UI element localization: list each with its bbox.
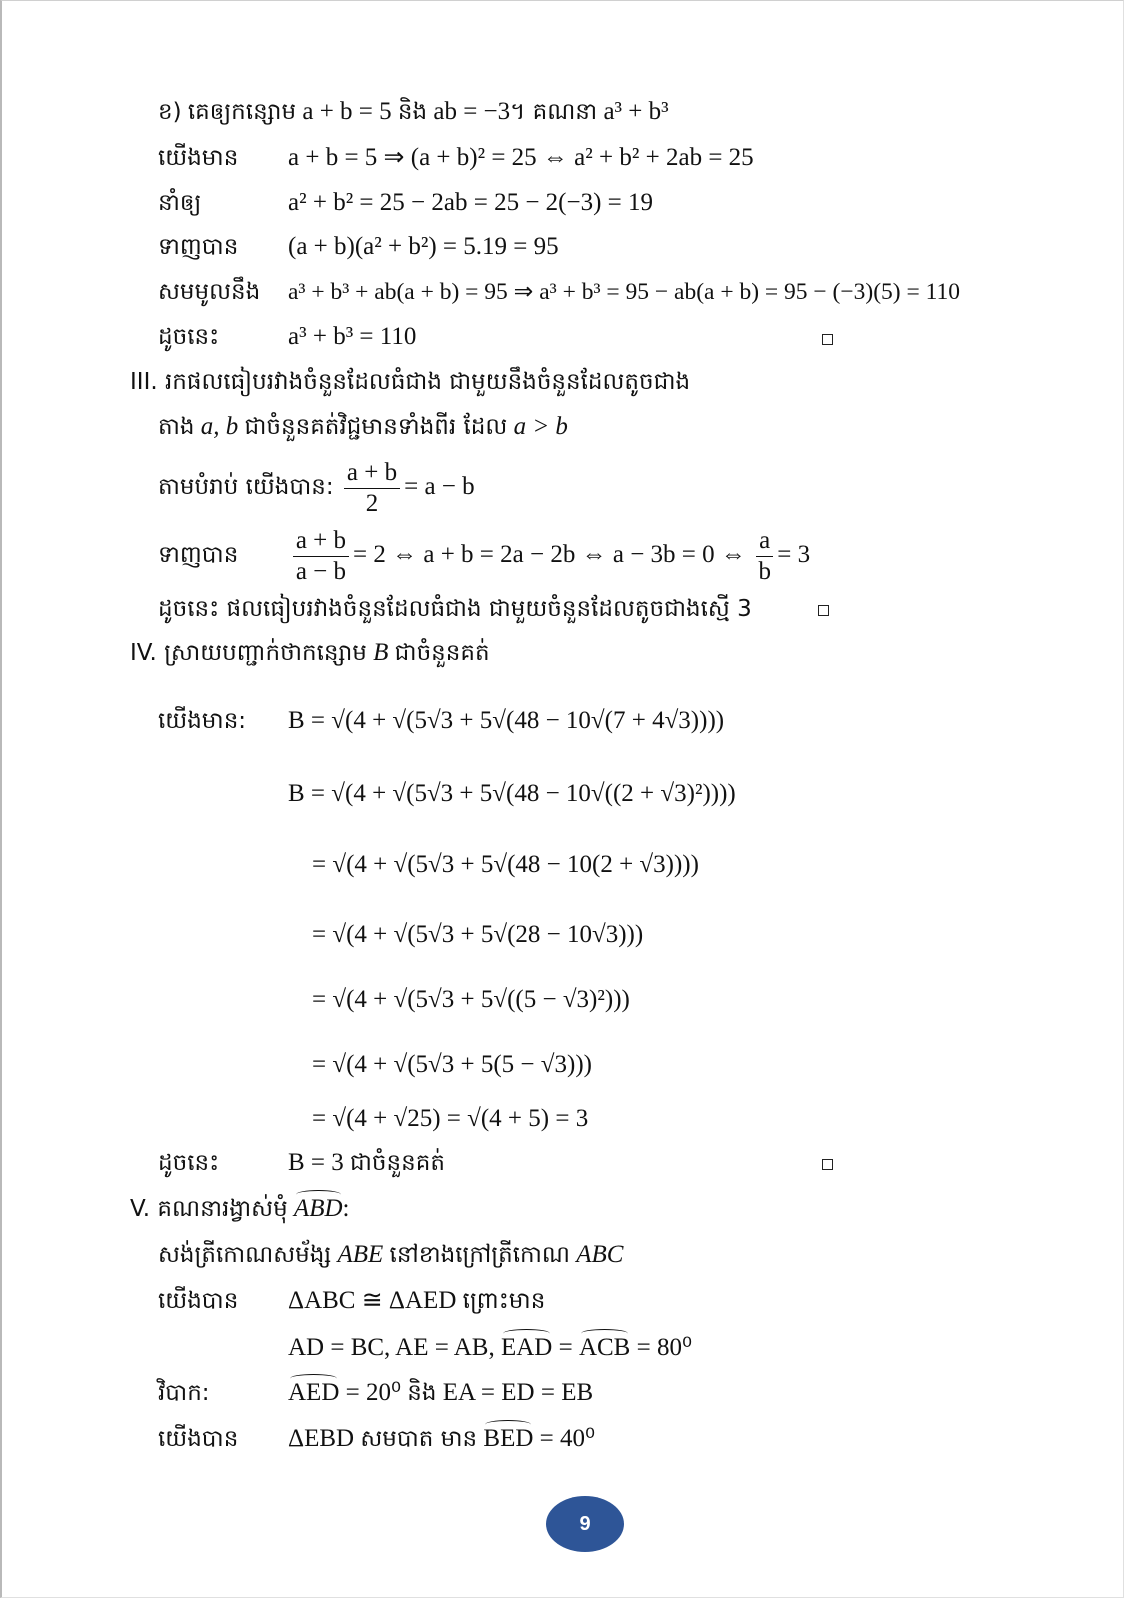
row-label: យើងមាន	[158, 145, 239, 171]
row-label: ដូចនេះ	[158, 324, 220, 350]
angle-arc: BED	[483, 1425, 534, 1452]
angle-arc: AED	[288, 1379, 340, 1406]
section-v-line1: សង់ត្រីកោណសម័ង្ស ABE នៅខាងក្រៅត្រីកោណ ABC	[158, 1241, 624, 1268]
fraction: $\frac{a}{b}$	[756, 526, 773, 587]
radical-step: = √(4 + √(5√3 + 5√((5 − √3)²)))	[312, 986, 630, 1013]
row-expr: (a + b)(a² + b²) = 5.19 = 95	[288, 233, 559, 260]
part-b-label: ខ)	[158, 99, 182, 125]
section-iii-line2: តាមបំរាប់ យើងបាន: $\frac{a + b}{2}$ = a − b	[158, 458, 475, 517]
section-iv-conclusion: B = 3 ជាចំនួនគត់	[288, 1149, 445, 1176]
section-iv-label: យើងមាន:	[158, 708, 247, 734]
section-iii-line1: តាង a, b ជាចំនួនគត់វិជ្ជមានទាំងពីរ ដែល a > b	[158, 413, 568, 440]
section-iii-title: III. រកផលធៀបរវាងចំនួនដែលធំជាង ជាមួយនឹងចំនួនដែលតូចជាង	[130, 369, 691, 395]
section-v-line4-label: វិបាក:	[158, 1380, 210, 1406]
section-v-line5: ΔEBD សមបាត មាន BED = 40⁰	[288, 1425, 596, 1452]
row-label: ទាញបាន	[158, 234, 239, 260]
page-number-badge: 9	[546, 1496, 624, 1552]
radical-step: B = √(4 + √(5√3 + 5√(48 − 10√(7 + 4√3))))	[288, 707, 725, 734]
section-v-line3: AD = BC, AE = AB, EAD = ACB = 80⁰	[288, 1334, 692, 1361]
row-expr: a³ + b³ = 110	[288, 323, 417, 350]
section-v-line2-label: យើងបាន	[158, 1288, 239, 1314]
angle-arc: EAD	[500, 1334, 553, 1361]
angle-arc: ABD	[293, 1195, 343, 1222]
section-iii-conclusion: ដូចនេះ ផលធៀបរវាងចំនួនដែលធំជាង ជាមួយចំនួនដែលតូចជាងស្មើ 3	[158, 596, 752, 622]
section-iv-conc-label: ដូចនេះ	[158, 1150, 220, 1176]
row-label: នាំឲ្យ	[158, 190, 202, 216]
radical-step: B = √(4 + √(5√3 + 5√(48 − 10√((2 + √3)²))))	[288, 780, 736, 807]
row-expr: a + b = 5 ⇒ (a + b)² = 25 ⇔ a² + b² + 2ab = 25	[288, 144, 754, 171]
radical-step: = √(4 + √(5√3 + 5(5 − √3)))	[312, 1051, 592, 1078]
section-v-line4: AED = 20⁰ និង EA = ED = EB	[288, 1379, 594, 1406]
row-expr: a³ + b³ + ab(a + b) = 95 ⇒ a³ + b³ = 95 − ab(a + b) = 95 − (−3)(5) = 110	[288, 279, 960, 305]
radical-step: = √(4 + √(5√3 + 5√(48 − 10(2 + √3))))	[312, 851, 699, 878]
section-iv-title: IV. ស្រាយបញ្ជាក់ថាកន្សោម B ជាចំនួនគត់	[130, 639, 490, 666]
section-v-title: V. គណនារង្វាស់មុំ ABD:	[130, 1195, 350, 1222]
row-expr: a² + b² = 25 − 2ab = 25 − 2(−3) = 19	[288, 189, 654, 216]
qed-square-icon	[822, 1159, 833, 1170]
section-iii-line3: ទាញបាន $\frac{a + b}{a - b}$ = 2 ⇔ a + b = 2a − 2b ⇔ a − 3b = 0 ⇔ $\frac{a}{b}$ = 3	[158, 526, 811, 585]
angle-arc: ACB	[578, 1334, 631, 1361]
radical-step: = √(4 + √25) = √(4 + 5) = 3	[312, 1105, 589, 1132]
row-label: សមមូលនឹង	[158, 279, 261, 305]
qed-square-icon	[822, 334, 833, 345]
fraction: $\frac{a + b}{2}$	[344, 458, 400, 519]
radical-step: = √(4 + √(5√3 + 5√(28 − 10√3)))	[312, 921, 644, 948]
part-b-intro: ខ) គេឲ្យកន្សោម a + b = 5 និង ab = −3។ គណនា a³ + b³	[158, 98, 669, 125]
qed-square-icon	[818, 605, 829, 616]
section-v-line5-label: យើងបាន	[158, 1426, 239, 1452]
fraction: $\frac{a + b}{a - b}$	[293, 526, 349, 587]
section-v-line2: ΔABC ≅ ΔAED ព្រោះមាន	[288, 1287, 546, 1314]
